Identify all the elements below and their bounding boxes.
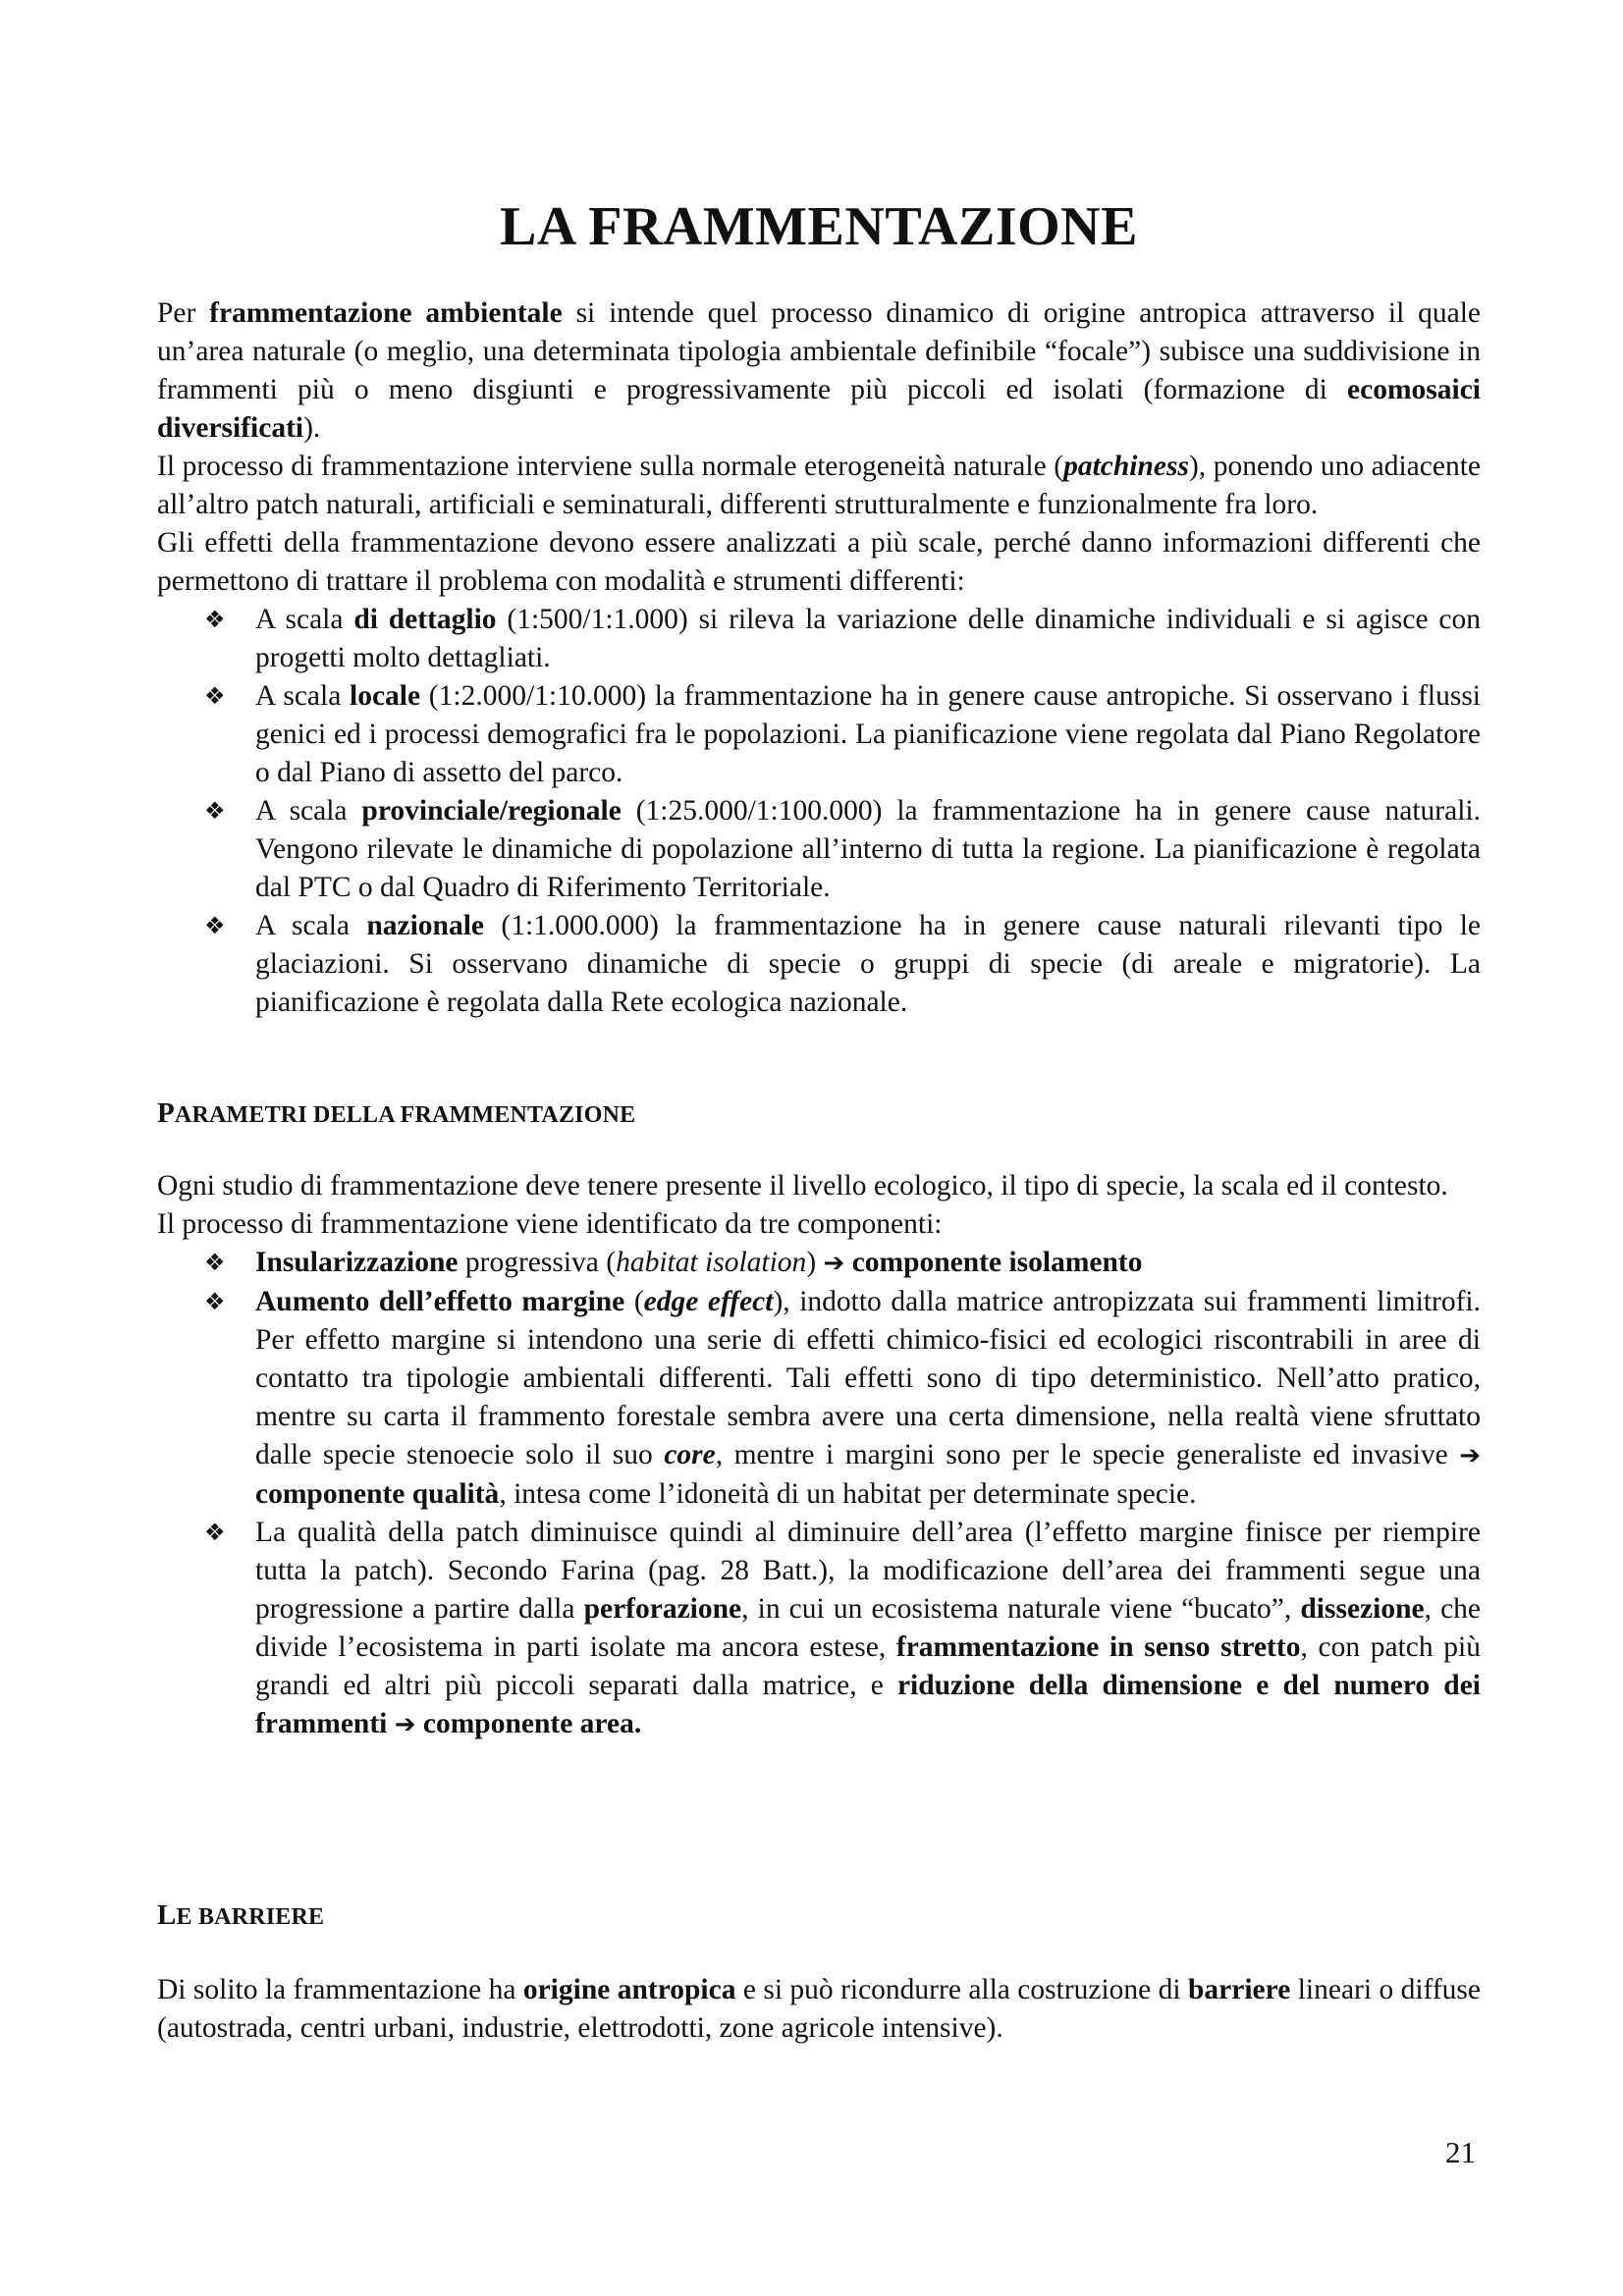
term-origine-antropica: origine antropica — [522, 1974, 736, 2005]
text-run: si intende quel processo dinamico di origine antropica attraverso il quale un’area naturale (o meglio, una determinata tipologia ambientale definibile “focale”) subisce una suddivisione in frammenti più o meno disgiunti e progressivamente più piccoli ed isolati (formazione di — [157, 297, 1482, 405]
term-dissezione: dissezione — [1300, 1593, 1425, 1625]
term-frammentazione-ambientale: frammentazione ambientale — [209, 297, 563, 329]
list-item — [157, 1514, 1481, 1744]
section-heading-parametri — [157, 1097, 635, 1130]
text-run: Di solito la frammentazione ha — [157, 1974, 523, 2005]
components-list — [157, 1244, 1481, 1744]
term-core: core — [664, 1439, 716, 1470]
text-run: A scala — [255, 795, 362, 827]
heading-text: ARAMETRI DELLA FRAMMENTAZIONE — [174, 1102, 636, 1128]
text-run: (1:25.000/1:100.000) la frammentazione ha in genere cause naturali. Vengono rilevate le dinamiche di popolazione all’interno di tutta la regione. La pianificazione è regolata dal PTC o dal Quadro di Riferimento Territoriale. — [255, 795, 1481, 903]
text-run: . — [633, 1708, 642, 1739]
barriere-paragraph — [157, 1971, 1481, 2048]
arrow-right-icon: ➔ — [1459, 1441, 1481, 1470]
parametri-paragraph-2: Il processo di frammentazione viene identificato da tre componenti: — [157, 1208, 943, 1240]
scale-name: di dettaglio — [353, 604, 497, 635]
list-item — [157, 907, 1481, 1022]
text-run: La qualità della patch diminuisce quindi al diminuire dell’area (l’effetto margine finisce per riempire tutta la patch). Secondo Farina (pag. 28 Batt.), la modificazione dell’area dei frammenti segue una progressione a partire dalla — [255, 1517, 1481, 1625]
term-edge-effect: edge effect — [643, 1286, 774, 1317]
heading-initial: P — [157, 1097, 175, 1129]
section-heading-barriere — [157, 1899, 324, 1932]
diamond-bullet-icon: ❖ — [204, 797, 226, 825]
text-run: , intesa come l’idoneità di un habitat per determinate specie. — [499, 1478, 1197, 1510]
list-item — [157, 677, 1481, 792]
intro-paragraph-2 — [157, 448, 1481, 524]
barriere-section — [157, 1971, 1481, 2048]
text-run: (1:2.000/1:10.000) la frammentazione ha in genere cause antropiche. Si osservano i flussi genici ed i processi demografici fra le popolazioni. La pianificazione viene regolata dal Piano Regolatore o dal Piano di assetto del parco. — [255, 680, 1481, 788]
text-run: ( — [624, 1286, 644, 1317]
list-item — [157, 601, 1481, 677]
list-item — [157, 1244, 1481, 1283]
text-run: ). — [303, 412, 321, 444]
text-run: ), indotto dalla matrice antropizzata sui frammenti limitrofi. Per effetto margine si intendono una serie di effetti chimico-fisici ed ecologici riscontrabili in aree di contatto tra tipologie ambientali differenti. Tali effetti sono di tipo deterministico. Nell’atto pratico, mentre su carta il frammento forestale sembra avere una certa dimensione, nella realtà viene sfruttato dalle specie stenoecie solo il suo — [255, 1286, 1481, 1470]
text-run: lineari o diffuse (autostrada, centri urbani, industrie, elettrodotti, zone agricole intensive). — [157, 1974, 1481, 2044]
intro-section — [157, 294, 1481, 1022]
text-run: A scala — [255, 680, 351, 712]
term-riduzione: riduzione della dimensione e del numero dei frammenti — [255, 1670, 1481, 1739]
arrow-right-icon: ➔ — [823, 1249, 845, 1278]
diamond-bullet-icon: ❖ — [204, 1249, 226, 1276]
term-componente-area: componente area — [422, 1708, 634, 1739]
parametri-paragraph-1: Ogni studio di frammentazione deve tenere presente il livello ecologico, il tipo di specie, la scala ed il contesto. — [157, 1170, 1448, 1201]
intro-paragraph-3: Gli effetti della frammentazione devono essere analizzati a più scale, perché danno informazioni differenti che permettono di trattare il problema con modalità e strumenti differenti: — [157, 527, 1481, 597]
text-run: , con patch più grandi ed altri più piccoli separati dalla matrice, e — [255, 1631, 1481, 1701]
text-run: A scala — [255, 910, 367, 941]
term-ecomosaici: ecomosaici diversificati — [157, 374, 1481, 444]
diamond-bullet-icon: ❖ — [204, 682, 226, 710]
intro-paragraph-1 — [157, 294, 1481, 448]
text-run: , che divide l’ecosistema in parti isolate ma ancora estese, — [255, 1593, 1481, 1663]
text-run: Il processo di frammentazione interviene sulla normale eterogeneità naturale ( — [157, 451, 1064, 482]
text-run: (1:500/1:1.000) si rileva la variazione delle dinamiche individuali e si agisce con progetti molto dettagliati. — [255, 604, 1481, 673]
text-run: A scala — [255, 604, 354, 635]
text-run: ) — [806, 1247, 824, 1278]
parametri-section — [157, 1167, 1481, 1744]
diamond-bullet-icon: ❖ — [204, 1288, 226, 1315]
term-componente-qualita: componente qualità — [255, 1478, 500, 1510]
term-frammentazione-senso-stretto: frammentazione in senso stretto — [895, 1631, 1301, 1663]
text-run: ), ponendo uno adiacente all’altro patch naturali, artificiali e seminaturali, differenti strutturalmente e funzionalmente fra loro. — [157, 451, 1481, 520]
heading-initial: L — [157, 1899, 177, 1931]
text-run: progressiva ( — [458, 1247, 617, 1278]
term-perforazione: perforazione — [583, 1593, 742, 1625]
scale-name: nazionale — [366, 910, 485, 941]
list-item — [157, 792, 1481, 907]
diamond-bullet-icon: ❖ — [204, 912, 226, 939]
diamond-bullet-icon: ❖ — [204, 606, 226, 633]
scale-name: provinciale/regionale — [361, 795, 622, 827]
term-patchiness: patchiness — [1063, 451, 1189, 482]
scales-list — [157, 601, 1481, 1022]
text-run: , mentre i margini sono per le specie generaliste ed invasive — [715, 1439, 1460, 1470]
diamond-bullet-icon: ❖ — [204, 1519, 226, 1546]
page-title: LA FRAMMENTAZIONE — [500, 196, 1138, 257]
heading-text: E BARRIERE — [176, 1904, 325, 1930]
term-habitat-isolation: habitat isolation — [616, 1247, 807, 1278]
text-run: , in cui un ecosistema naturale viene “bucato”, — [741, 1593, 1301, 1625]
term-componente-isolamento: componente isolamento — [851, 1247, 1143, 1278]
term-effetto-margine: Aumento dell’effetto margine — [255, 1286, 625, 1317]
page-number: 21 — [1445, 2135, 1476, 2169]
term-barriere: barriere — [1188, 1974, 1291, 2005]
scale-name: locale — [350, 680, 421, 712]
text-run: (1:1.000.000) la frammentazione ha in genere cause naturali rilevanti tipo le glaciazioni. Si osservano dinamiche di specie o gruppi di specie (di areale e migratorie). La pianificazione è regolata dalla Rete ecologica nazionale. — [255, 910, 1481, 1018]
text-run: Per — [157, 297, 210, 329]
text-run: e si può ricondurre alla costruzione di — [735, 1974, 1189, 2005]
term-insularizzazione: Insularizzazione — [255, 1247, 459, 1278]
arrow-right-icon: ➔ — [394, 1710, 416, 1739]
list-item — [157, 1283, 1481, 1514]
